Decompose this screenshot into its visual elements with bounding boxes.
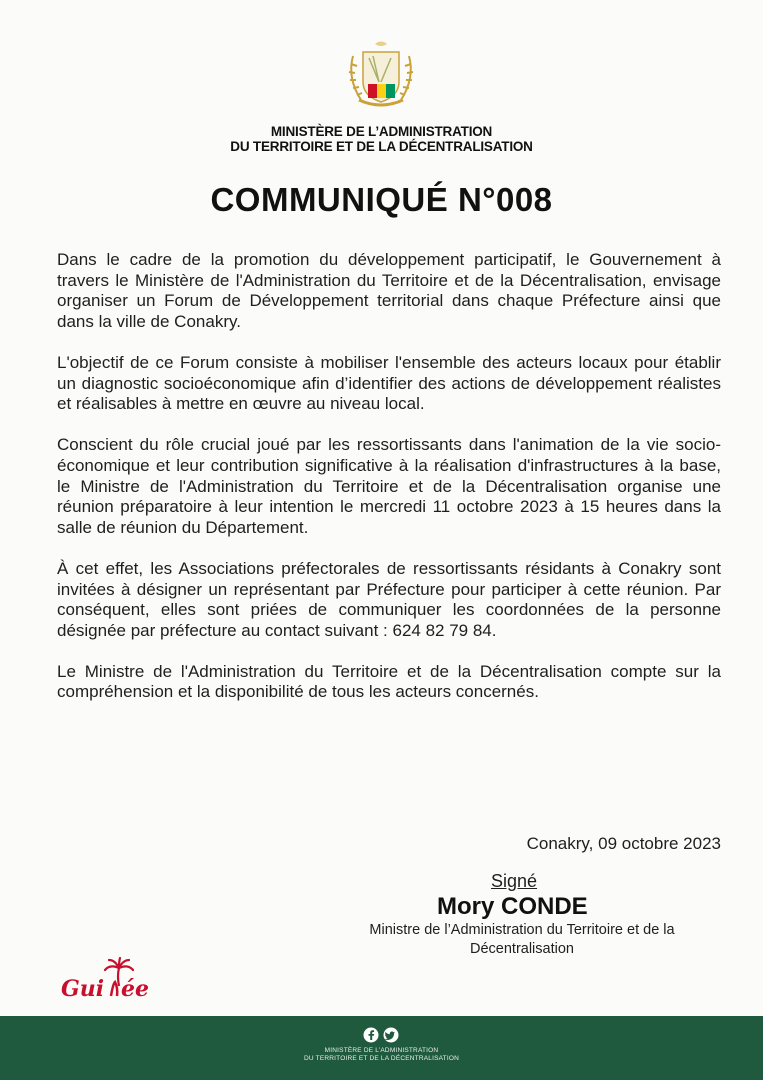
paragraph-2: L'objectif de ce Forum consiste à mobiliser l'ensemble des acteurs locaux pour établir un diagnostic socioéconomique afin d’identifier des actions de développement réalistes et réalisables à mettre en œuvre au niveau local. bbox=[57, 352, 721, 414]
social-icons bbox=[362, 1027, 402, 1043]
ministry-line-2: DU TERRITOIRE ET DE LA DÉCENTRALISATION bbox=[230, 139, 533, 154]
date-line: Conakry, 09 octobre 2023 bbox=[526, 834, 721, 853]
paragraph-5: Le Ministre de l'Administration du Territoire et de la Décentralisation compte sur la compréhension et la disponibilité de tous les acteurs concernés. bbox=[57, 661, 721, 702]
signed-label: Signé bbox=[491, 871, 538, 891]
paragraph-3: Conscient du rôle crucial joué par les ressortissants dans l'animation de la vie socio-économique et leur contribution significative à la réalisation d'infrastructures à la base, le Ministre de l'Administration du Territoire et de la Décentralisation organise une réunion préparatoire à leur intention le mercredi 11 octobre 2023 à 15 heures dans la salle de réunion du Département. bbox=[57, 435, 721, 537]
communique-title: COMMUNIQUÉ N°008 bbox=[210, 181, 553, 218]
paragraph-1: Dans le cadre de la promotion du développement participatif, le Gouvernement à travers le Ministère de l'Administration du Territoire et de la Décentralisation, envisage organiser un Forum de Développement territorial dans chaque Préfecture ainsi que dans la ville de Conakry. bbox=[57, 250, 721, 331]
coat-of-arms-icon bbox=[343, 38, 419, 114]
ministry-line-1: MINISTÈRE DE L’ADMINISTRATION bbox=[270, 124, 493, 139]
guinee-brand-logo bbox=[59, 956, 159, 1006]
paragraph-4: À cet effet, les Associations préfectorales de ressortissants résidants à Conakry sont invitées à désigner un représentant par Préfecture pour participer à cette réunion. Par conséquent, elles sont priées de communiquer les coordonnées de la personne désignée par préfecture au contact suivant : 624 82 79 84. bbox=[57, 558, 721, 640]
facebook-icon[interactable] bbox=[364, 1028, 379, 1043]
footer-line-1: MINISTÈRE DE L’ADMINISTRATION bbox=[324, 1047, 439, 1054]
twitter-icon[interactable] bbox=[384, 1028, 399, 1043]
signer-title: Ministre de l’Administration du Territoire et de la Décentralisation bbox=[369, 922, 675, 957]
svg-text:Gui: Gui bbox=[61, 976, 105, 1002]
footer-ministry bbox=[0, 1047, 763, 1063]
svg-text:ée: ée bbox=[121, 976, 149, 1002]
ministry-header bbox=[0, 124, 763, 154]
footer-line-2: DU TERRITOIRE ET DE LA DÉCENTRALISATION bbox=[303, 1055, 460, 1062]
footer-bar bbox=[0, 1016, 763, 1080]
communique-body bbox=[57, 250, 721, 724]
signer-name: Mory CONDE bbox=[437, 893, 588, 920]
